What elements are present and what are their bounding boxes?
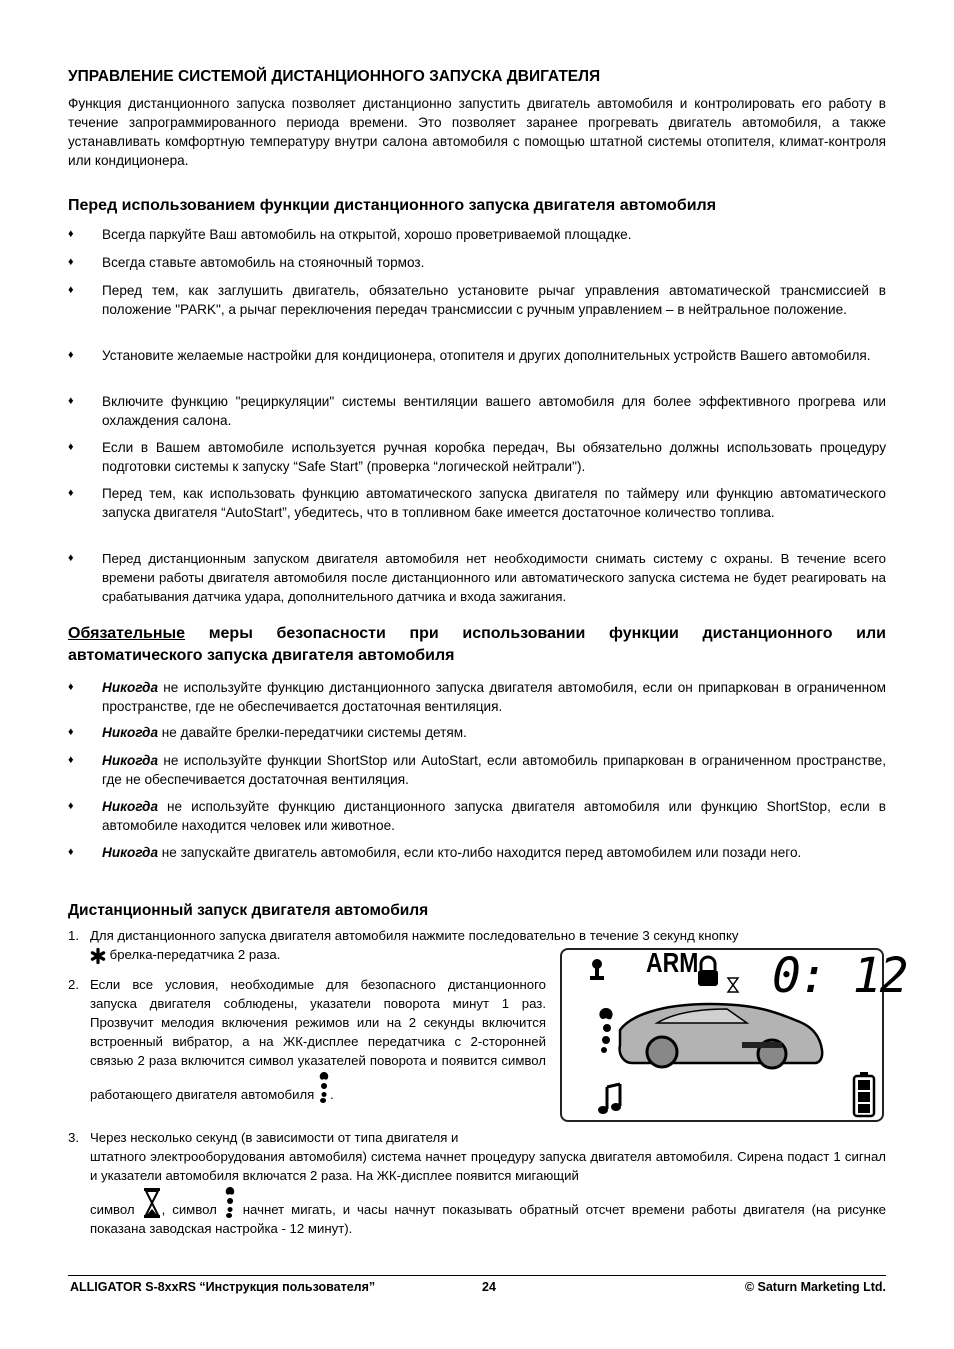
list-item [68, 723, 886, 742]
hourglass-icon [142, 1187, 162, 1219]
never-label: Никогда [102, 799, 159, 814]
step-text: начнет мигать, и часы начнут показывать обратный отсчет времени работы двигателя (на рисунке показана заводская настройка - 12 минут). [90, 1202, 886, 1236]
engine-running-icon [224, 1185, 236, 1219]
car-image [620, 1004, 823, 1068]
music-note-icon [598, 1084, 621, 1114]
lcd-display-illustration [560, 948, 907, 1122]
step-text: . [329, 1087, 334, 1102]
step-text: брелка-передатчика 2 раза. [106, 947, 281, 962]
list-item: ♦ Если в Вашем автомобиле используется ручная коробка передач, Вы обязательно должны использовать процедуру подготовки системы к запуску “Safe Start” (проверка “логической нейтрали"). [68, 438, 886, 476]
key-icon [590, 959, 604, 980]
section2-heading [68, 623, 886, 667]
list-item: ♦ Включите функцию "рециркуляции" системы вентиляции вашего автомобиля для более эффективного прогрева или охлаждения салона. [68, 392, 886, 430]
list-item [68, 678, 886, 716]
intro-paragraph: Функция дистанционного запуска позволяет дистанционно запустить двигатель автомобиля и контролировать его работу в течение запрограммированного периода времени. Это позволяет заранее прогревать двигатель автомобиля, а также устанавливать комфортную температуру внутри салона автомобиля с помощью штатной системы отопителя, климат-контроля или кондиционера. [68, 96, 886, 168]
list-item: ♦ Перед тем, как использовать функцию автоматического запуска двигателя по таймеру или функцию автоматического запуска двигателя “AutoStart”, убедитесь, что в топливном баке имеется достаточное количество топлива. [68, 484, 886, 522]
page-number: 24 [482, 1280, 496, 1294]
step-text: Если все условия, необходимые для безопасного дистанционного запуска двигателя соблюдены, указатели поворота минут 1 раз. Прозвучит мелодия включения режимов или на 2 секунды включится встроенный вибратор, а на ЖК-дисплее передатчика с 2-сторонней связью 2 раза включится символ указателей поворота и появится символ работающего двигателя автомобиля [90, 977, 546, 1102]
step-text: символ [90, 1202, 142, 1217]
item-text: не используйте функцию дистанционного запуска двигателя автомобиля, если он припаркован в ограниченном пространстве, где не обеспечивается достаточная вентиляция. [102, 680, 886, 714]
section1-heading: Перед использованием функции дистанционного запуска двигателя автомобиля [68, 197, 717, 214]
step-2 [68, 975, 546, 1104]
list-item [68, 797, 886, 835]
list-item [68, 843, 886, 862]
list-item: ♦ Всегда паркуйте Ваш автомобиль на открытой, хорошо проветриваемой площадке. [68, 225, 886, 244]
item-text: не используйте функции ShortStop или AutoStart, если автомобиль припаркован в ограниченном пространстве, где не обеспечивается достаточная вентиляция. [102, 753, 886, 787]
battery-icon [854, 1072, 874, 1116]
step-text: Для дистанционного запуска двигателя автомобиля нажмите последовательно в течение 3 секунд кнопку [90, 928, 739, 943]
item-text: не давайте брелки-передатчики системы детям. [158, 725, 467, 740]
item-text: не запускайте двигатель автомобиля, если кто-либо находится перед автомобилем или позади него. [158, 845, 802, 860]
page-title: УПРАВЛЕНИЕ СИСТЕМОЙ ДИСТАНЦИОННОГО ЗАПУСКА ДВИГАТЕЛЯ [68, 68, 601, 85]
step-number: 3. [68, 1130, 79, 1145]
lcd-arm-label: ARM [646, 948, 699, 979]
lock-icon [698, 957, 718, 986]
step-text: штатного электрооборудования автомобиля) система начнет процедуру запуска двигателя автомобиля. Сирена подаст 1 сигнал и указатели автомобиля включатся 2 раза. На ЖК-дисплее появится мигающий [90, 1149, 886, 1183]
step-3 [68, 1128, 886, 1238]
never-label: Никогда [102, 753, 159, 768]
step-number: 1. [68, 928, 79, 943]
list-item [68, 751, 886, 789]
list-item: ♦ Перед тем, как заглушить двигатель, обязательно установите рычаг управления автоматической трансмиссией в положение "PARK", а рычаг переключения передач трансмиссии с ручным управлением – в нейтральное положение. [68, 281, 886, 319]
section3-heading: Дистанционный запуск двигателя автомобиля [68, 902, 429, 919]
list-item: ♦ Установите желаемые настройки для кондиционера, отопителя и других дополнительных устройств Вашего автомобиля. [68, 346, 886, 365]
never-label: Никогда [102, 845, 159, 860]
engine-running-icon [318, 1070, 330, 1104]
never-label: Никогда [102, 680, 159, 695]
engine-running-icon [599, 1008, 612, 1053]
step-text: Через несколько секунд (в зависимости от типа двигателя и [90, 1130, 459, 1145]
heading-rest: меры безопасности при использовании функции дистанционного или автоматического запуска двигателя автомобиля [68, 625, 886, 664]
item-text: не используйте функцию дистанционного запуска двигателя автомобиля или функцию ShortStop, если в автомобиле находится человек или животное. [102, 799, 886, 833]
footer-divider [68, 1275, 886, 1276]
lcd-timer: 0: 12 [772, 948, 907, 1004]
heading-underlined: Обязательные [68, 625, 186, 642]
asterisk-button-icon [90, 948, 106, 964]
footer-right: © Saturn Marketing Ltd. [744, 1280, 886, 1294]
step-number: 2. [68, 977, 79, 992]
list-item: ♦ Перед дистанционным запуском двигателя автомобиля нет необходимости снимать систему с охраны. В течение всего времени работы двигателя автомобиля после дистанционного или автоматического запуска система не будет реагировать на срабатывания датчика удара, дополнительного датчика и входа зажигания. [68, 549, 886, 606]
footer-left: ALLIGATOR S-8xxRS “Инструкция пользователя” [70, 1280, 376, 1294]
never-label: Никогда [102, 725, 159, 740]
step-text: , символ [161, 1202, 224, 1217]
list-item: ♦ Всегда ставьте автомобиль на стояночный тормоз. [68, 253, 886, 272]
hourglass-icon [728, 978, 738, 992]
